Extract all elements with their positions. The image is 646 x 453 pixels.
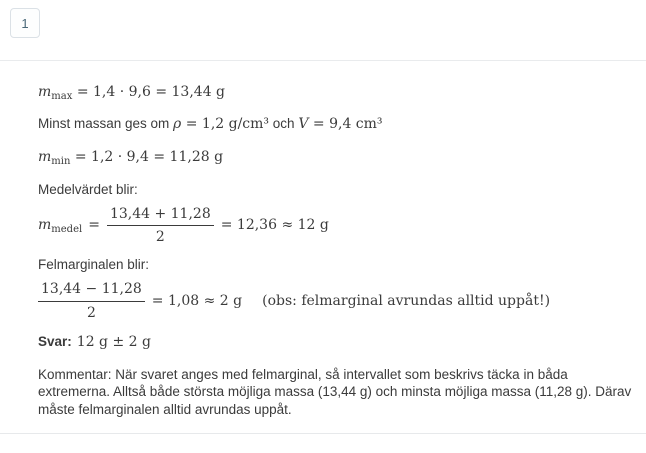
volume-symbol: V [298,116,309,133]
answer-label: Svar: [38,334,72,350]
bottom-divider [0,433,646,434]
rounding-note: (obs: felmarginal avrundas alltid uppåt!) [262,293,551,310]
math-variable: m [38,148,52,165]
math-variable: m [38,84,52,100]
top-bar [0,0,646,61]
fraction-numerator: 13,44 − 11,28 [38,280,145,301]
math-subscript: medel [51,223,83,235]
density-symbol: ρ [173,116,182,133]
fraction-denominator: 2 [155,229,165,246]
margin-result: = 1,08 ≈ 2 g [151,293,243,310]
formula-min-line [38,148,638,168]
math-expression: = 1,4 · 9,6 = 13,44 g [72,84,226,100]
formula-max [38,84,225,100]
formula-max-line [38,83,638,103]
fraction [107,205,214,247]
equals-sign: = [88,217,100,234]
fraction-denominator: 2 [86,304,96,321]
math-expression: = 1,2 · 9,4 = 11,28 g [70,148,224,165]
sentence-text: och [269,116,299,132]
answer-line [38,333,638,351]
formula-min [38,149,223,165]
math-subscript: min [51,155,71,167]
mean-variable [38,216,82,236]
math-subscript: max [51,91,73,102]
sentence-text: Minst massan ges om [38,116,174,132]
margin-heading: Felmarginalen blir: [38,256,150,272]
formula-mean-line [38,205,638,247]
mean-result: = 12,36 ≈ 12 g [220,217,329,234]
solution-body [0,61,646,418]
formula-margin-line [38,280,638,322]
math-variable: m [38,216,52,233]
fraction-numerator: 13,44 + 11,28 [107,205,214,226]
volume-value: = 9,4 cm³ [308,116,383,133]
mean-heading: Medelvärdet blir: [38,181,138,197]
min-mass-sentence [38,115,638,133]
comment-paragraph: Kommentar: När svaret anges med felmarginal, så intervallet som beskrivs täcka in båda extremerna. Alltså både största möjliga massa (13,44 g) och minsta möjliga massa (11,28 g). Därav måste felmarginalen alltid avrundas uppåt. [38,366,632,417]
answer-value: 12 g ± 2 g [76,334,151,351]
page-number-button[interactable]: 1 [10,8,40,38]
fraction [38,280,145,322]
density-value: = 1,2 g/cm³ [181,116,270,133]
